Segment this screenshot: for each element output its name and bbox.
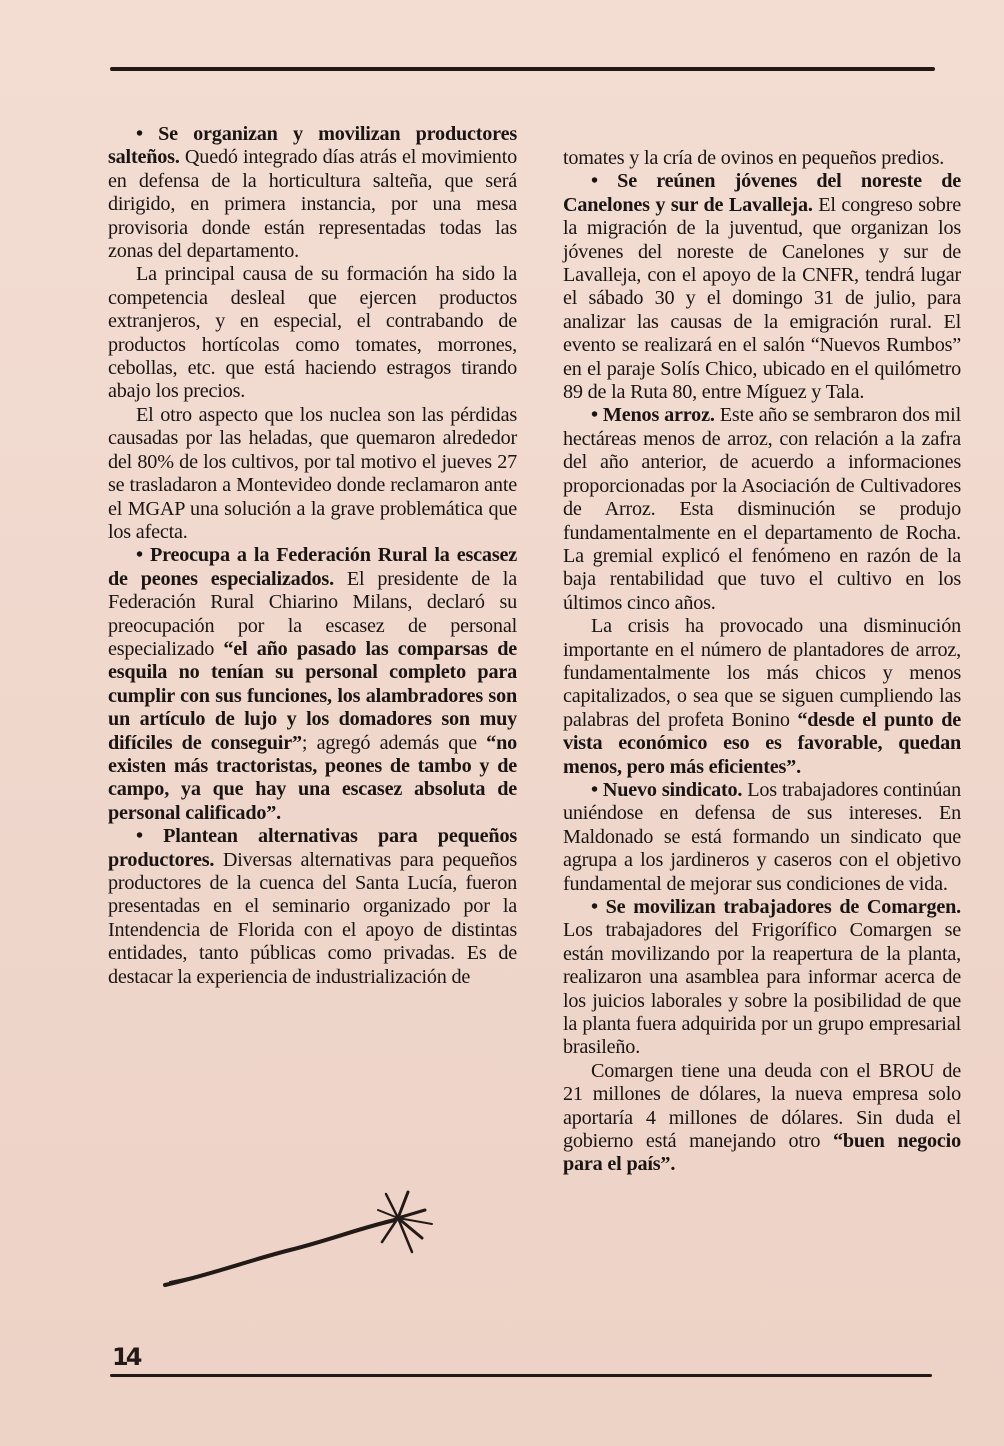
left-column bbox=[108, 123, 517, 989]
paragraph bbox=[563, 1060, 961, 1177]
article-body: ; agregó además que bbox=[301, 731, 487, 754]
article-title: • Se organizan y movilizan productores salteños. bbox=[108, 123, 517, 169]
article-arroz bbox=[563, 404, 961, 615]
top-rule bbox=[110, 67, 935, 71]
paragraph: La principal causa de su formación ha sido la competencia desleal que ejercen productos extranjeros, y en especial, el contrabando de productos hortícolas como tomates, morrones, cebollas, etc. que está haciendo estragos tirando abajo los precios. bbox=[108, 263, 517, 403]
article-body: La crisis ha provocado una disminución importante en el número de plantadores de arroz, fundamentalmente los más chicos y menos capitalizados, o sea que se siguen cumpliendo las palabras del profeta Bonino bbox=[563, 615, 961, 731]
article-jovenes bbox=[563, 170, 961, 404]
article-title: • Se movilizan trabajadores de Comargen. bbox=[591, 896, 961, 918]
quote: “el año pasado las comparsas de esquila no tenían su personal completo para cumplir con sus funciones, los alambradores son un artículo de lujo y los domadores son muy difíciles de conseguir” bbox=[108, 637, 517, 754]
article-body: El presidente de la Federación Rural Chiarino Milans, declaró su preocupación por la escasez de personal especializado bbox=[108, 567, 517, 660]
bottom-rule bbox=[110, 1374, 932, 1377]
article-body: El congreso sobre la migración de la juventud, que organizan los jóvenes del noreste de Canelones y sur de Lavalleja, con el apoyo de la CNFR, tendrá lugar el sábado 30 y el domingo 31 de julio, para analizar las causas de la emigración rural. El evento se realizará en el salón “Nuevos Rumbos” en el paraje Solís Chico, ubicado en el quilómetro 89 de la Ruta 80, entre Míguez y Tala. bbox=[563, 193, 961, 404]
quote: “buen negocio para el país”. bbox=[563, 1130, 961, 1176]
quote: “no existen más tractoristas, peones de tambo y de campo, ya que hay una escasez absoluta de personal calificado”. bbox=[108, 731, 517, 824]
paragraph-continuation: tomates y la cría de ovinos en pequeños predios. bbox=[563, 147, 945, 169]
article-body: Comargen tiene una deuda con el BROU de 21 millones de dólares, la nueva empresa solo aportaría 4 millones de dólares. Sin duda el gobierno está manejando otro bbox=[563, 1059, 961, 1153]
sketch-illustration bbox=[150, 1180, 450, 1310]
article-comargen bbox=[563, 896, 961, 1060]
article-body: Quedó integrado días atrás el movimiento en defensa de la horticultura salteña, que será dirigido, en primera instancia, por una mesa provisoria donde están representadas todas las zonas del departamento. bbox=[108, 146, 517, 263]
article-body: Diversas alternativas para pequeños productores de la cuenca del Santa Lucía, fueron presentadas en el seminario organizado por la Intendencia de Florida con el apoyo de distintas entidades, tanto públicas como privadas. Es de destacar la experiencia de industrialización de bbox=[108, 848, 517, 988]
article-body: Este año se sembraron dos mil hectáreas menos de arroz, con relación a la zafra del año anterior, de acuerdo a informaciones proporcionadas por la Asociación de Cultivadores de Arroz. Esta disminución se produjo fundamentalmente en el departamento de Rocha. La gremial explicó el fenómeno en razón de la baja rentabilidad que tuvo el cultivo en los últimos cinco años. bbox=[563, 404, 961, 614]
article-federacion-rural bbox=[108, 544, 517, 825]
article-title: • Nuevo sindicato. bbox=[591, 778, 743, 801]
paragraph bbox=[563, 615, 961, 779]
article-sindicato bbox=[563, 779, 961, 896]
article-title: • Menos arroz. bbox=[591, 404, 715, 427]
article-title: • Se reúnen jóvenes del noreste de Canelones y sur de Lavalleja. bbox=[563, 170, 961, 216]
article-title: • Preocupa a la Federación Rural la escasez de peones especializados. bbox=[108, 544, 517, 590]
page-number: 14 bbox=[112, 1343, 140, 1371]
article-alternativas bbox=[108, 825, 517, 989]
article-body: Los trabajadores continúan uniéndose en defensa de sus intereses. En Maldonado se está formando un sindicato que agrupa a los jardineros y caseros con el objetivo fundamental de mejorar sus condiciones de vida. bbox=[563, 778, 961, 895]
paragraph: El otro aspecto que los nuclea son las pérdidas causadas por las heladas, que quemaron alrededor del 80% de los cultivos, por tal motivo el jueves 27 se trasladaron a Montevideo donde reclamaron ante el MGAP una solución a la grave problemática que los afecta. bbox=[108, 403, 517, 543]
article-title: • Plantean alternativas para pequeños productores. bbox=[108, 825, 517, 871]
quote: “desde el punto de vista económico eso es favorable, quedan menos, pero más eficientes”. bbox=[563, 708, 961, 778]
right-column bbox=[563, 147, 961, 1177]
article-body: Los trabajadores del Frigorífico Comargen se están movilizando por la reapertura de la planta, realizaron una asamblea para informar acerca de los juicios laborales y sobre la posibilidad de que la planta fuera adquirida por un grupo empresarial brasileño. bbox=[563, 919, 961, 1059]
article-saltenos bbox=[108, 123, 517, 263]
